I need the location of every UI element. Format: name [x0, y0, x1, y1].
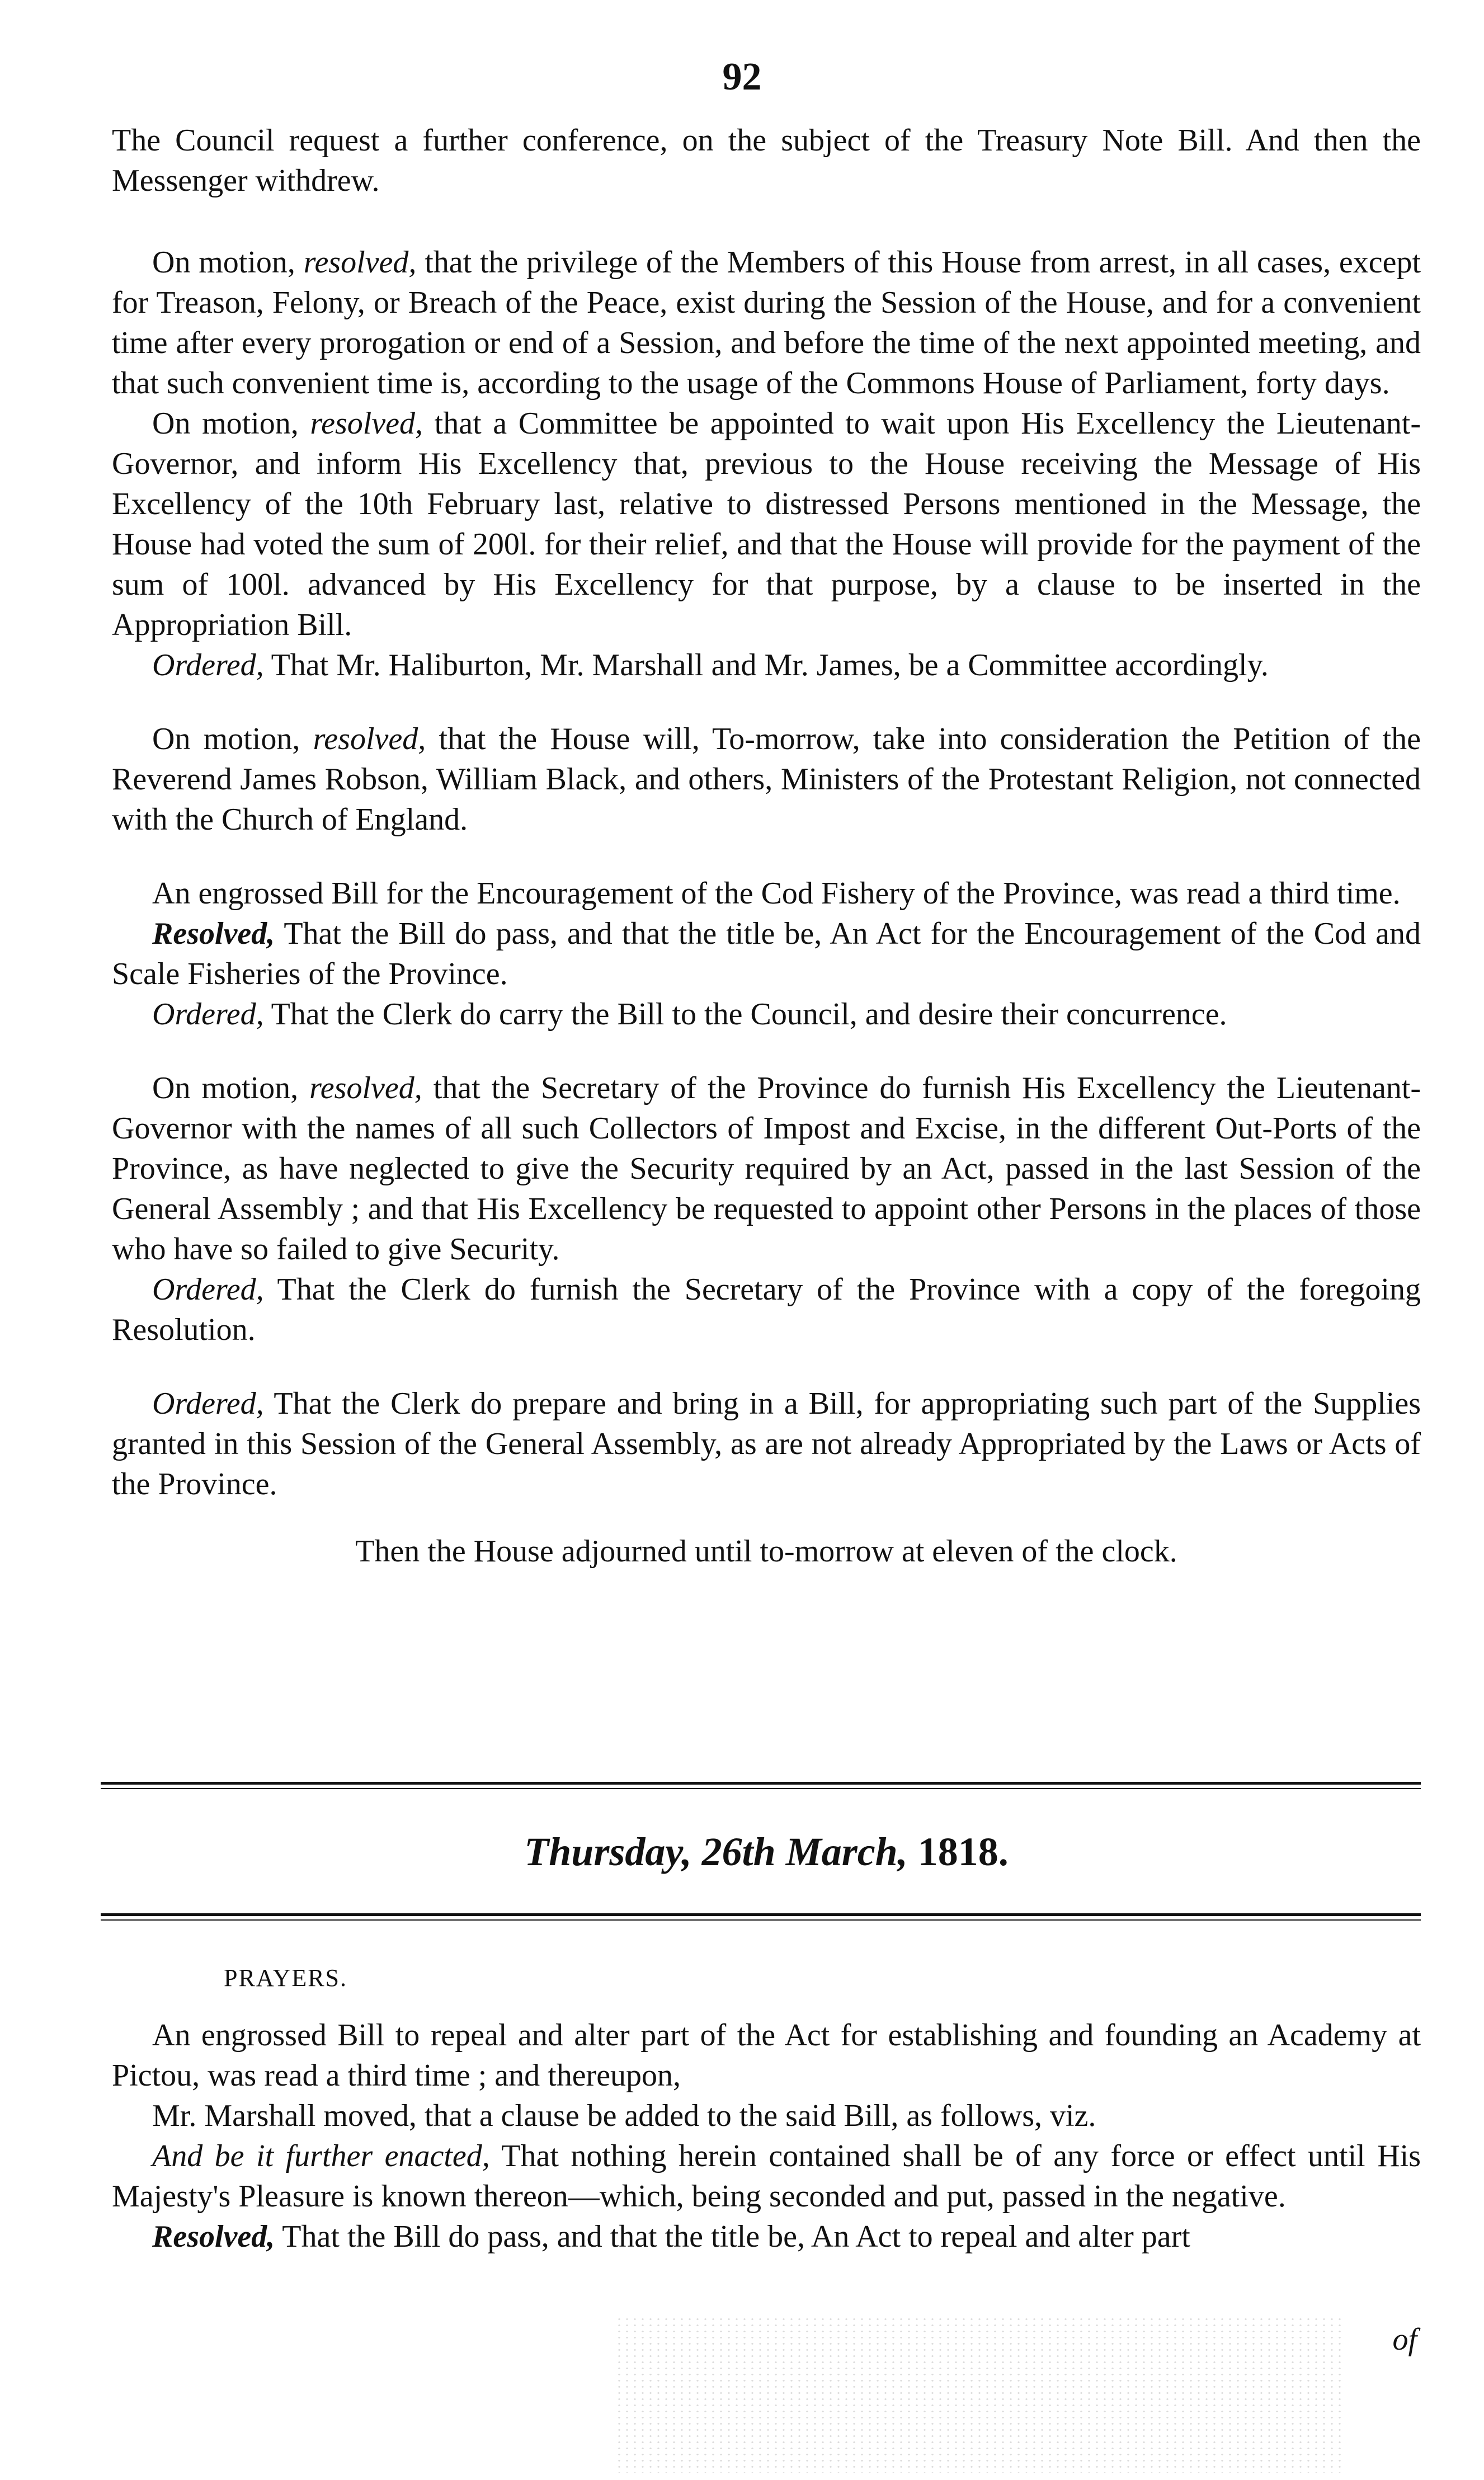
collectors-motion-paragraph	[112, 1068, 1421, 1269]
date-heading	[112, 1827, 1421, 1877]
order-text: That Mr. Haliburton, Mr. Marshall and Mr. James, be a Committee accordingly.	[271, 648, 1269, 683]
cod-fishery-resolved-paragraph	[112, 914, 1421, 994]
order-text: That the Clerk do carry the Bill to the Council, and desire their concurrence.	[271, 997, 1227, 1032]
proceedings-section-2	[112, 1958, 1421, 2257]
motion-text: that the House will, To-morrow, take into consideration the Petition of the Reverend James Robson, William Black, and others, Ministers of the Protestant Religion, not connected with the Church of England.	[112, 722, 1421, 837]
ordered-label: Ordered,	[152, 1272, 264, 1307]
motion-text: that the Secretary of the Province do furnish His Excellency the Lieutenant-Governor with the names of all such Collectors of Impost and Excise, in the different Out-Ports of the Province, as have neglected to give the Security required by an Act, passed in the last Session of the General Assembly ; and that His Excellency be requested to appoint other Persons in the places of those who have so failed to give Security.	[112, 1071, 1421, 1267]
enacted-clause-paragraph	[112, 2136, 1421, 2217]
cod-fishery-bill-paragraph: An engrossed Bill for the Encouragement of the Cod Fishery of the Province, was read a third time.	[152, 876, 1401, 911]
motion-lead: On motion,	[152, 245, 295, 280]
ordered-label: Ordered,	[152, 997, 264, 1032]
clause-text: That nothing herein contained shall be of any force or effect until His Majesty's Pleasure is known thereon—which, being seconded and put, passed in the negative.	[112, 2139, 1421, 2214]
council-request-paragraph: The Council request a further conference, on the subject of the Treasury Note Bill. And then the Messenger withdrew.	[112, 123, 1421, 198]
motion-lead: On motion,	[152, 722, 300, 756]
resolution-text: That the Bill do pass, and that the title be, An Act to repeal and alter part	[282, 2219, 1190, 2254]
ordered-label: Ordered,	[152, 1386, 264, 1421]
page-number: 92	[722, 55, 762, 98]
section-divider-top	[101, 1782, 1421, 1789]
supplies-ordered-paragraph	[112, 1383, 1421, 1504]
cod-fishery-ordered-paragraph	[112, 994, 1421, 1034]
motion-text: that a Committee be appointed to wait upon His Excellency the Lieutenant-Governor, and inform His Excellency that, previous to the House receiving the Message of His Excellency of the 10th February last, relative to distressed Persons mentioned in the Message, the House had voted the sum of 200l. for their relief, and that the House will provide for the payment of the sum of 100l. advanced by His Excellency for that purpose, by a clause to be inserted in the Appropriation Bill.	[112, 406, 1421, 642]
prayers-heading: PRAYERS.	[224, 1964, 348, 1992]
privilege-motion-paragraph	[112, 242, 1421, 403]
resolved-label: Resolved,	[152, 2219, 275, 2254]
catchword: of	[1392, 2322, 1417, 2357]
committee-motion-paragraph	[112, 403, 1421, 645]
adjournment-paragraph: Then the House adjourned until to-morrow at eleven of the clock.	[355, 1534, 1177, 1569]
resolved-label: resolved,	[303, 245, 417, 280]
motion-lead: On motion,	[152, 1071, 299, 1105]
order-text: That the Clerk do prepare and bring in a Bill, for appropriating such part of the Supplies granted in this Session of the General Assembly, as are not already Appropriated by the Laws or Acts of the Province.	[112, 1386, 1421, 1502]
resolved-label: resolved,	[310, 406, 423, 441]
proceedings-section-1	[112, 120, 1421, 1571]
resolved-label: Resolved,	[152, 916, 275, 951]
order-text: That the Clerk do furnish the Secretary of the Province with a copy of the foregoing Resolution.	[112, 1272, 1421, 1347]
ordered-label: Ordered,	[152, 648, 264, 683]
marshall-motion-paragraph: Mr. Marshall moved, that a clause be added to the said Bill, as follows, viz.	[152, 2098, 1096, 2133]
resolution-text: That the Bill do pass, and that the title be, An Act for the Encouragement of the Cod and Scale Fisheries of the Province.	[112, 916, 1421, 991]
resolved-label: resolved,	[313, 722, 426, 756]
academy-bill-paragraph: An engrossed Bill to repeal and alter part of the Act for establishing and founding an Academy at Pictou, was read a third time ; and thereupon,	[112, 2018, 1421, 2093]
petition-motion-paragraph	[112, 719, 1421, 840]
date-day: Thursday,	[524, 1829, 692, 1874]
date-heading-block	[112, 1827, 1421, 1877]
academy-resolved-paragraph	[112, 2217, 1421, 2257]
resolved-label: resolved,	[309, 1071, 422, 1105]
collectors-ordered-paragraph	[112, 1269, 1421, 1350]
enacted-label: And be it further enacted,	[152, 2139, 490, 2173]
motion-text: that the privilege of the Members of this House from arrest, in all cases, except for Treason, Felony, or Breach of the Peace, exist during the Session of the House, and for a convenient time after every prorogation or end of a Session, and before the time of the next appointed meeting, and that such convenient time is, according to the usage of the Commons House of Parliament, forty days.	[112, 245, 1421, 401]
date-date: 26th March,	[701, 1829, 908, 1874]
date-year: 1818.	[917, 1829, 1009, 1874]
committee-ordered-paragraph	[112, 645, 1421, 685]
section-divider-bottom	[101, 1913, 1421, 1921]
motion-lead: On motion,	[152, 406, 299, 441]
scan-speckle	[615, 2316, 1342, 2473]
